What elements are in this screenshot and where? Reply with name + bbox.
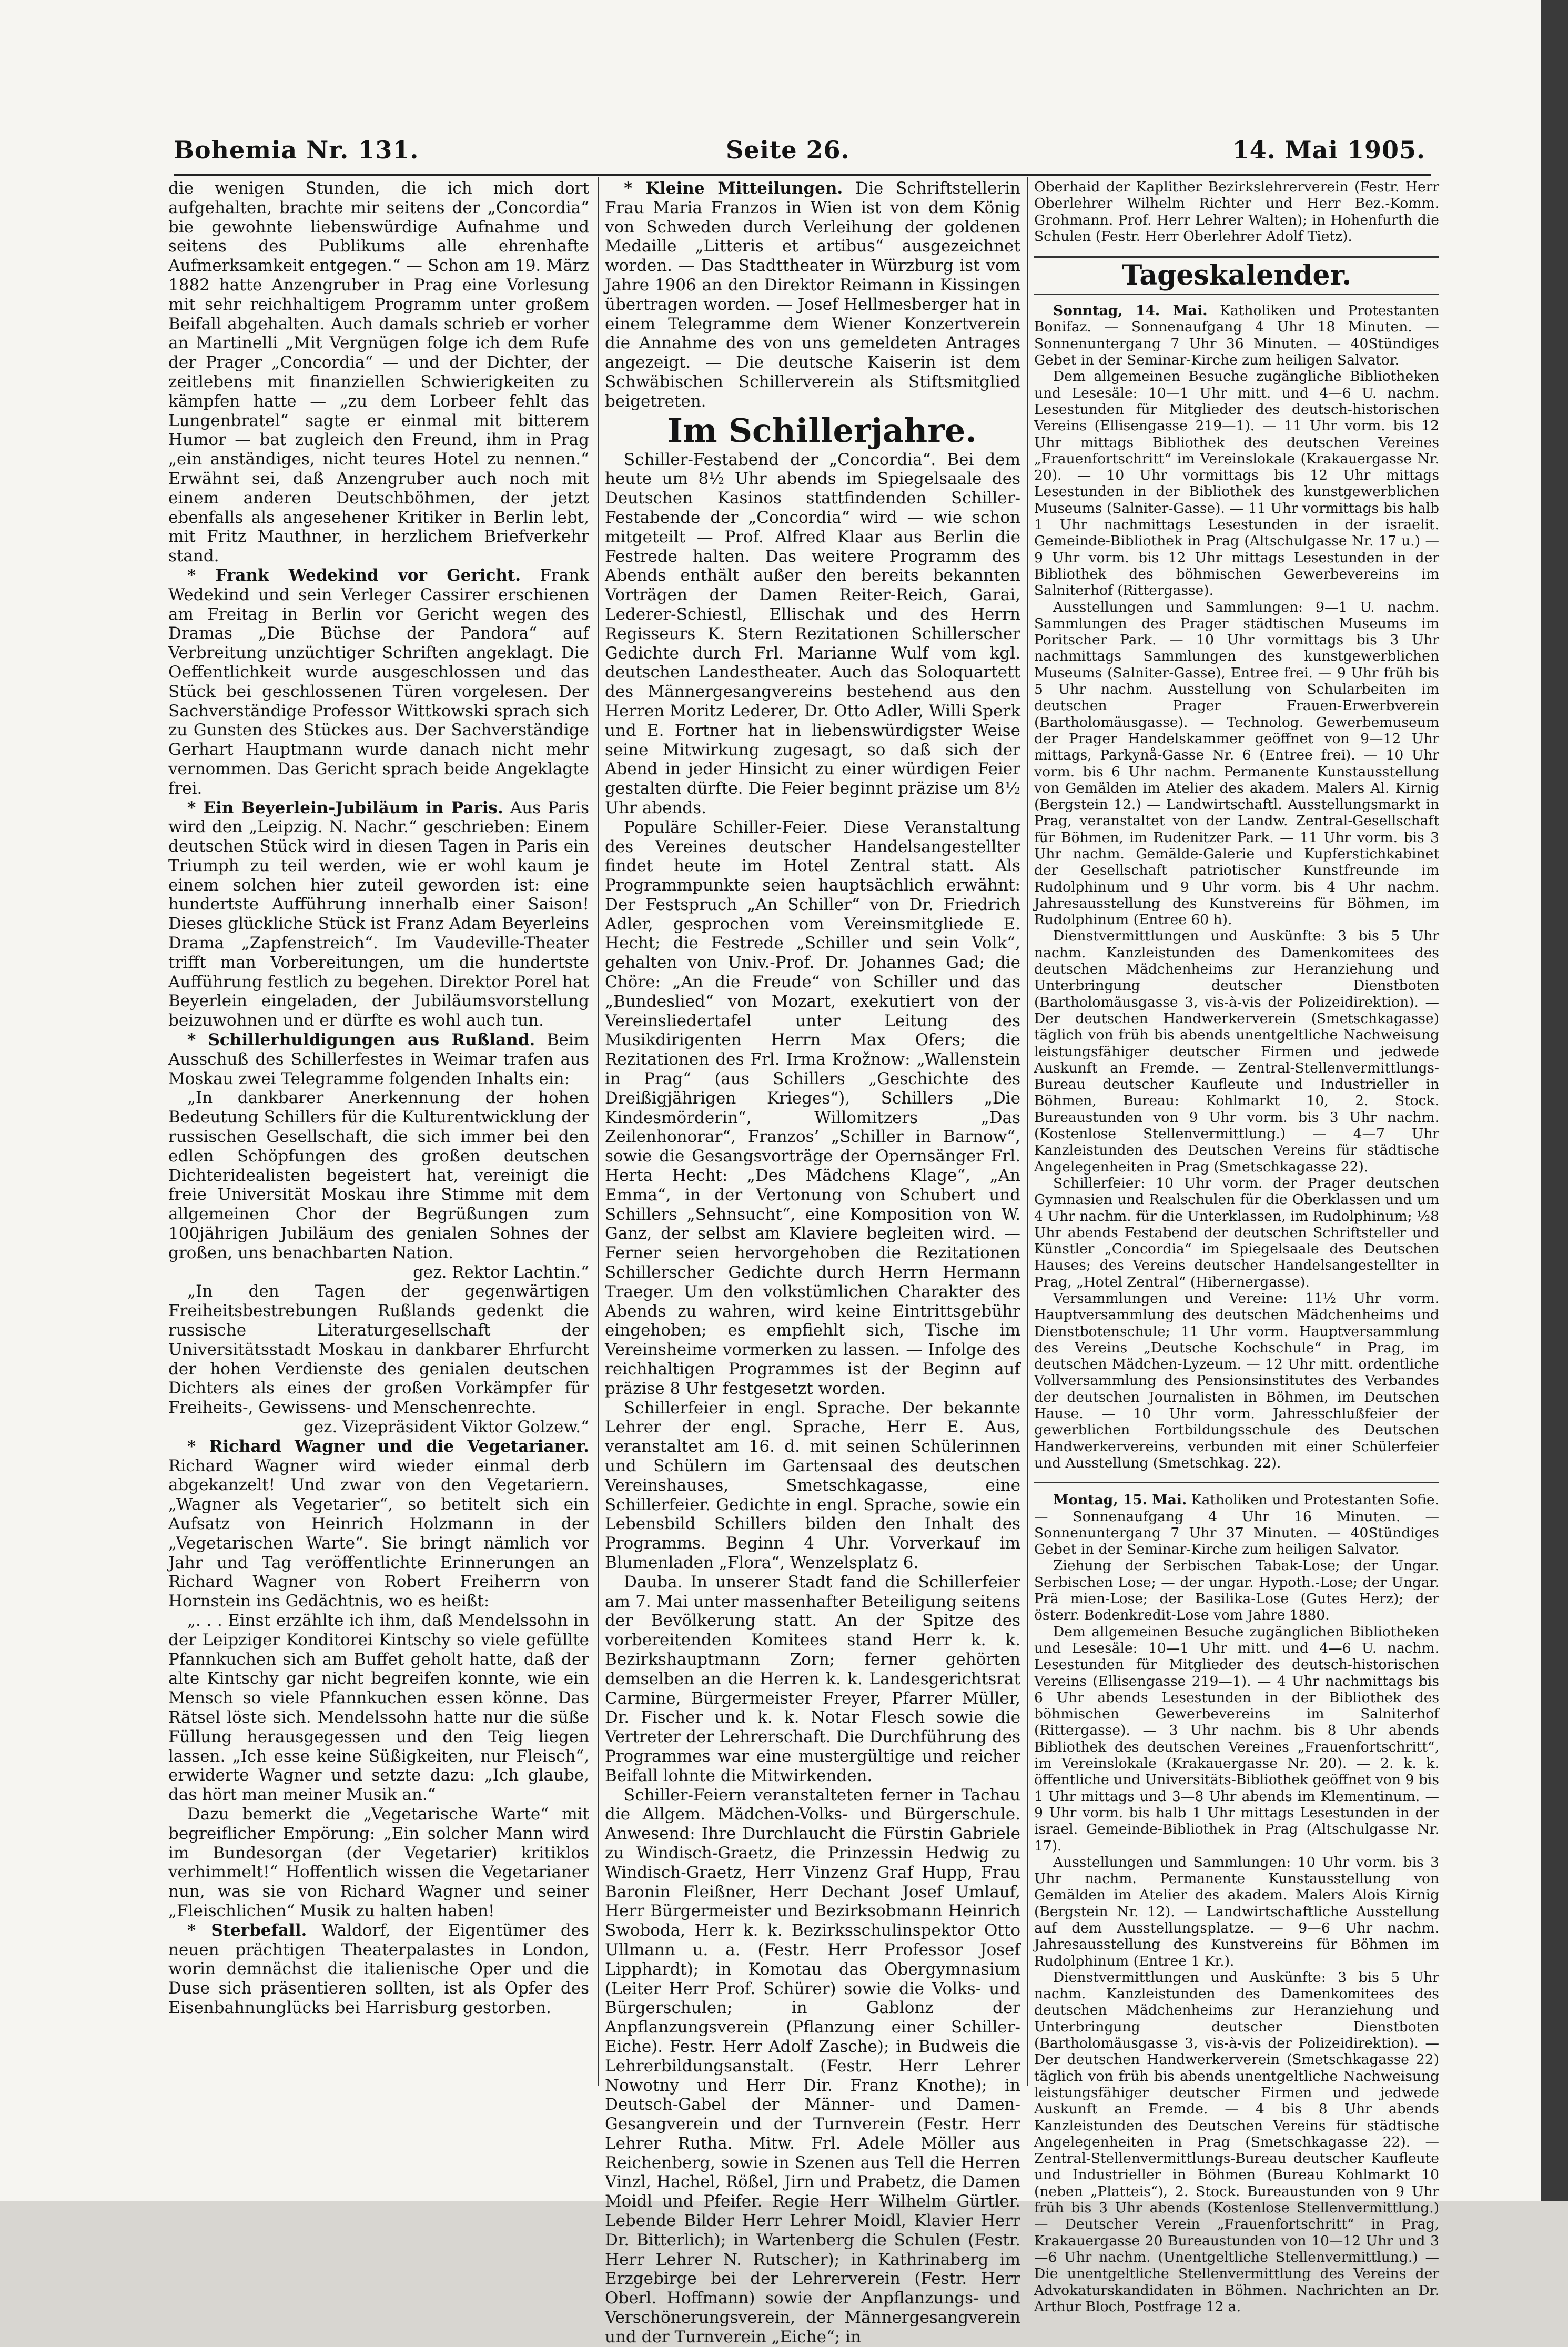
text-ziehung: Ziehung der Serbischen Tabak-Lose; der Ungar. Serbischen Lose; — der ungar. Hypoth.-Lose; der Ungar. Prä mien-Lose; der Basilika-Lose (Gutes Herz); der österr. Bodenkredit-Lose vom Jahre 1880. [1034, 1557, 1439, 1624]
text-populaere-schillerfeier: Populäre Schiller-Feier. Diese Veranstaltung des Vereines deutscher Handelsangestellter findet heute im Hotel Zentral statt. Als Programmpunkte seien hauptsächlich erwähnt: Der Festspruch „An Schiller“ von Dr. Friedrich Adler, gesprochen vom Vereinsmitgliede E. Hecht; die Festrede „Schiller und sein Volk“, gehalten von Univ.-Prof. Dr. Johannes Gad; die Chöre: „An die Freude“ von Schiller und das „Bundeslied“ von Mozart, exekutiert von der Vereinsliedertafel unter Leitung des Musikdirigenten Herrn Max Ofers; die Rezitationen des Frl. Irma Krožnow: „Wallenstein in Prag“ (aus Schillers „Geschichte des Dreißigjährigen Krieges“), Schillers „Die Kindesmörderin“, Willomitzers „Das Zeilenhonorar“, Franzos’ „Schiller in Barnow“, sowie die Gesangsvorträge der Opernsänger Frl. Herta Hecht: „Des Mädchens Klage“, „An Emma“, in der Vertonung von Schubert und Schillers „Sehnsucht“, eine Komposition von W. Ganz, der selbst am Klaviere begleiten wird. — Ferner seien hervorgehoben die Rezitationen Schillerscher Gedichte durch Herrn Hermann Traeger. Um den volkstümlichen Charakter des Abends zu wahren, wird keine Eintrittsgebühr eingehoben; es empfiehlt sich, Tische im Vereinsheime vormerken zu lassen. — Infolge des reichhaltigen Programmes ist der Beginn auf präzise 8 Uhr festgesetzt worden. [605, 817, 1020, 1398]
page-header [174, 136, 1425, 178]
text-schiller-feiern: Schiller-Feiern veranstalteten ferner in Tachau die Allgem. Mädchen-Volks- und Bürgerschule. Anwesend: Ihre Durchlaucht die Fürstin Gabriele zu Windisch-Graetz, die Prinzessin Hedwig zu Windisch-Graetz, Herr Vinzenz Graf Hupp, Frau Baronin Fleißner, Herr Dechant Josef Umlauf, Herr Bürgermeister und Bezirksobmann Heinrich Swoboda, Herr k. k. Bezirksschulinspektor Otto Ullmann u. a. (Festr. Herr Professor Josef Lipphardt); in Komotau das Obergymnasium (Leiter Herr Prof. Schürer) sowie die Volks- und Bürgerschulen; in Gablonz der Anpflanzungsverein (Pflanzung einer Schiller-Eiche). Festr. Herr Adolf Zasche); in Budweis die Lehrerbildungsanstalt. (Festr. Herr Lehrer Nowotny und Herr Dir. Franz Knothe); in Deutsch-Gabel der Männer- und Damen-Gesangverein und der Turnverein (Festr. Herr Lehrer Rutha. Mitw. Frl. Adele Möller aus Reichenberg, sowie in Szenen aus Tell die Herren Vinzl, Hachel, Rößel, Jirn und Prabetz, die Damen Moidl und Pfeifer. Regie Herr Wilhelm Gürtler. Lebende Bilder Herr Lehrer Moidl, Klavier Herr Dr. Bitterlich); in Wartenberg die Schulen (Festr. Herr Lehrer N. Rutscher); in Kathrinaberg im Erzgebirge bei der Lehrerverein (Festr. Herr Oberl. Hoffmann) sowie der Anpflanzungs- und Verschönerungsverein, der Männergesangverein und der Turnverein „Eiche“; in [605, 1785, 1020, 2346]
text-dienstvermittlungen-sonntag: Dienstvermittlungen und Auskünfte: 3 bis 5 Uhr nachm. Kanzleistunden des Damenkomitees des deutschen Mädchenheims zur Heranziehung und Unterbringung deutscher Dienstboten (Bartholomäusgasse 3, vis-à-vis der Polizeidirektion). — Der deutschen Handwerkerverein (Smetschkagasse) täglich von früh bis abends unentgeltliche Nachweisung leistungsfähiger deutscher Firmen und jedwede Auskunft an Fremde. — Zentral-Stellenvermittlungs-Bureau deutscher Kaufleute und Industrieller in Böhmen, Bureau: Kohlmarkt 10, 2. Stock. Bureaustunden von 9 Uhr vorm. bis 3 Uhr nachm. (Kostenlose Stellenvermittlung.) — 4—7 Uhr Kanzleistunden des Deutschen Vereins für städtische Angelegenheiten in Prag (Smetschkagasse 22). [1034, 928, 1439, 1175]
quote-literaturgesellschaft: „In den Tagen der gegenwärtigen Freiheitsbestrebungen Rußlands gedenkt die russische Literaturgesellschaft der Universitätsstadt Moskau in dankbarer Ehrfurcht der hohen Verdienste des genialen deutschen Dichters als eines der großen Vorkämpfer für Freiheits-, Gewissens- und Menschenrechte. [168, 1282, 589, 1418]
text-dienstvermittlungen-montag: Dienstvermittlungen und Auskünfte: 3 bis 5 Uhr nachm. Kanzleistunden des Damenkomitees des deutschen Mädchenheims zur Heranziehung und Unterbringung deutscher Dienstboten (Bartholomäusgasse 3, vis-à-vis der Polizeidirektion). — Der deutschen Handwerkerverein (Smetschkagasse 22) täglich von früh bis abends unentgeltliche Nachweisung leistungsfähiger deutscher Firmen und jedwede Auskunft an Fremde. — 4 bis 8 Uhr abends Kanzleistunden des Deutschen Vereins für städtische Angelegenheiten in Prag (Smetschkagasse 22). — Zentral-Stellenvermittlungs-Bureau deutscher Kaufleute und Industrieller in Böhmen (Bureau Kohlmarkt 10 (neben „Platteis“), 2. Stock. Bureaustunden von 9 Uhr früh bis 3 Uhr abends (Kostenlose Stellenvermittlung.) — Deutscher Verein „Frauenfortschritt“ in Prag, Krakauergasse 20 Bureaustunden von 10—12 Uhr und 3—6 Uhr nachm. (Unentgeltliche Stellenvermittlung.) — Die unentgeltliche Stellenvermittlung des Vereins der Advokaturskandidaten in Böhmen. Nachrichten an Dr. Arthur Bloch, Postfrage 12 a. [1034, 1969, 1439, 2315]
heading-wagner: * Richard Wagner und die Vegetarianer. [187, 1436, 589, 1456]
header-publication: Bohemia Nr. 131. [174, 136, 419, 164]
text-montag: Katholiken und Protestanten Sofie. — Sonnenaufgang 4 Uhr 16 Minuten. — Sonnenuntergang 7 Uhr 37 Minuten. — 40Stündiges Gebet in der Seminar-Kirche zum heiligen Salvator. [1034, 1492, 1439, 1558]
text-schillerfeier-englisch: Schillerfeier in engl. Sprache. Der bekannte Lehrer der engl. Sprache, Herr E. Aus, veranstaltet am 16. d. mit seinen Schülerinnen und Schülern im Gartensaal des deutschen Vereinshauses, Smetschkagasse, eine Schillerfeier. Gedichte in engl. Sprache, sowie ein Lebensbild Schillers bilden den Inhalt des Programms. Beginn 4 Uhr. Vorverkauf im Blumenladen „Flora“, Wenzelsplatz 6. [605, 1398, 1020, 1572]
heading-wedekind: * Frank Wedekind vor Gericht. [187, 565, 521, 585]
text-sonntag: Katholiken und Protestanten Bonifaz. — Sonnenaufgang 4 Uhr 18 Minuten. — Sonnenuntergang 7 Uhr 36 Minuten. — 40Stündiges Gebet in der Seminar-Kirche zum heiligen Salvator. [1034, 302, 1439, 369]
heading-montag: Montag, 15. Mai. [1053, 1492, 1187, 1509]
column-1 [168, 179, 589, 2083]
text-sterbefall: Waldorf, der Eigentümer des neuen prächtigen Theaterpalastes in London, worin demnächst die italienische Oper und die Duse sich präsentieren sollten, ist als Opfer des Eisenbahnunglücks bei Harrisburg gestorben. [168, 1920, 589, 2017]
calendar-separator [1034, 1482, 1439, 1483]
signature-lachtin: gez. Rektor Lachtin.“ [413, 1262, 589, 1282]
text-oberhaid: Oberhaid der Kaplither Bezirkslehrerverein (Festr. Herr Oberlehrer Wilhelm Richter und Herr Bez.-Komm. Grohmann. Prof. Herr Lehrer Walten); in Hohenfurth die Schulen (Festr. Herr Oberlehrer Adolf Tietz). [1034, 179, 1439, 245]
text-bibliotheken-sonntag: Dem allgemeinen Besuche zugängliche Bibliotheken und Lesesäle: 10—1 Uhr mitt. und 4—6 U. nachm. Lesestunden für Mitglieder des deutsch-historischen Vereins (Ellisengasse 219—1). — 11 Uhr vorm. bis 12 Uhr mittags Bibliothek des deutschen Vereines „Frauenfortschritt“ im Vereinslokale (Krakauergasse Nr. 20). — 10 Uhr vormittags bis 12 Uhr mittags Lesestunden in der Bibliothek des kunstgewerblichen Museums (Salniter-Gasse). — 11 Uhr vormittags bis halb 1 Uhr nachmittags Lesestunden in der israelit. Gemeinde-Bibliothek in Prag (Altschulgasse Nr. 17 u.) — 9 Uhr vorm. bis 12 Uhr mittags Lesestunden in der Bibliothek des böhmischen Gewerbevereins im Salniterhof (Rittergasse). [1034, 368, 1439, 599]
text-schillerfeier-kalender: Schillerfeier: 10 Uhr vorm. der Prager deutschen Gymnasien und Realschulen für die Oberklassen und um 4 Uhr nachm. für die Unterklassen, im Rudolphinum; ½8 Uhr abends Festabend der deutschen Schriftsteller und Künstler „Concordia“ im Spiegelsaale des Deutschen Hauses; des Vereins deutscher Handelsangestellter in Prag, „Hotel Zentral“ (Hibernergasse). [1034, 1175, 1439, 1290]
text-ausstellungen-montag: Ausstellungen und Sammlungen: 10 Uhr vorm. bis 3 Uhr nachm. Permanente Kunstausstellung von Gemälden im Atelier des akadem. Malers Alois Kirnig (Bergstein Nr. 12). — Landwirtschaftliche Ausstellung auf dem Ausstellungsplatze. — 9—6 Uhr nachm. Jahresausstellung des Kunstvereins für Böhmen im Rudolphinum (Entree 1 Kr.). [1034, 1854, 1439, 1969]
text-wagner: Richard Wagner wird wieder einmal derb abgekanzelt! Und zwar von den Vegetariern. „Wagner als Vegetarier“, so betitelt sich ein Aufsatz von Heinrich Holzmann in der „Vegetarischen Warte“. Sie bringt nämlich vor Jahr und Tag veröffentlichte Erinnerungen an Richard Wagner von Robert Freiherrn von Hornstein ins Gedächtnis, wo es heißt: [168, 1456, 589, 1611]
column-3 [1034, 179, 1439, 2315]
header-date: 14. Mai 1905. [1232, 136, 1425, 164]
text-wedekind: Frank Wedekind und sein Verleger Cassirer erschienen am Freitag in Berlin vor Gericht wegen des Dramas „Die Büchse der Pandora“ auf Verbreitung unzüchtiger Schriften angeklagt. Die Oeffentlichkeit wurde ausgeschlossen und das Stück bei geschlossenen Türen vorgelesen. Der Sachverständige Professor Wittkowski sprach sich zu Gunsten des Stückes aus. Der Sachverständige Gerhart Hauptmann wurde danach nicht mehr vernommen. Das Gericht sprach beide Angeklagte frei. [168, 565, 590, 798]
text-versammlungen: Versammlungen und Vereine: 11½ Uhr vorm. Hauptversammlung des deutschen Mädchenheims und Dienstbotenschule; 11 Uhr vorm. Hauptversammlung des Vereins „Deutsche Kochschule“ in Prag, im deutschen Mädchen-Lyzeum. — 12 Uhr mitt. ordentliche Vollversammlung des Pensionsinstitutes des Verbandes der deutschen Journalisten in Böhmen, im Deutschen Hause. — 10 Uhr vorm. Jahresschlußfeier der gewerblichen Fortbildungsschule des Deutschen Handwerkervereins, verbunden mit einer Schülerfeier und Ausstellung (Smetschkag. 22). [1034, 1290, 1439, 1471]
column-2 [605, 179, 1020, 2346]
text-beyerlein: Aus Paris wird den „Leipzig. N. Nachr.“ geschrieben: Einem deutschen Stück wird in diesen Tagen in Paris ein Triumph zu teil werden, wie er wohl kaum je einem solchen hier zuteil geworden ist: eine hundertste Aufführung innerhalb einer Saison! Dieses glückliche Stück ist Franz Adam Beyerleins Drama „Zapfenstreich“. Im Vaudeville-Theater trifft man Vorbereitungen, um die hundertste Aufführung festlich zu begehen. Direktor Porel hat Beyerlein eingeladen, der Jubiläumsvorstellung beizuwohnen und er dürfte es wohl auch tun. [168, 798, 589, 1030]
article-continuation: die wenigen Stunden, die ich mich dort aufgehalten, brachte mir seitens der „Concordia“ bie gewohnte liebenswürdige Aufnahme und seitens des Publikums alle ehrenhafte Aufmerksamkeit entgegen.“ — Schon am 19. März 1882 hatte Anzengruber in Prag eine Vorlesung mit sehr reichhaltigem Programm unter großem Beifall abgehalten. Auch damals schrieb er vorher an Martinelli „Mit Vergnügen folge ich dem Rufe der Prager „Concordia“ — und der Dichter, der zeitlebens mit finanziellen Schwierigkeiten zu kämpfen hatte — „zu dem Lorbeer fehlt das Lungenbratel“ sagte er einmal mit bitterem Humor — bat zugleich den Freund, ihm in Prag „ein anständiges, nicht teures Hotel zu nennen.“ Erwähnt sei, daß Anzengruber auch noch mit einem anderen Deutschböhmen, der jetzt ebenfalls als angesehener Kritiker in Berlin lebt, mit Fritz Mauthner, in herzlichem Briefverkehr stand. [168, 179, 589, 566]
heading-kleine-mitteilungen: * Kleine Mitteilungen. [624, 179, 843, 198]
column-divider-2 [1027, 177, 1028, 2086]
heading-sonntag: Sonntag, 14. Mai. [1053, 302, 1208, 319]
scan-edge [1541, 0, 1568, 2201]
header-rule [174, 174, 1431, 176]
text-concordia-festabend: Schiller-Festabend der „Concordia“. Bei dem heute um 8½ Uhr abends im Spiegelsaale des Deutschen Kasinos stattfindenden Schiller-Festabende der „Concordia“ wird — wie schon mitgeteilt — Prof. Alfred Klaar aus Berlin die Festrede halten. Das weitere Programm des Abends enthält außer den bereits bekannten Vorträgen der Damen Reiter-Reich, Garai, Lederer-Schiestl, Ellischak und des Herrn Regisseurs K. Stern Rezitationen Schillerscher Gedichte durch Frl. Marianne Wulf vom kgl. deutschen Landestheater. Auch das Soloquartett des Männergesangvereins bestehend aus den Herren Moritz Lederer, Dr. Otto Adler, Willi Sperk und E. Fortner hat in liebenswürdigster Weise seine Mitwirkung zugesagt, so daß sich der Abend in jeder Hinsicht zu einer würdigen Feier gestalten dürfte. Die Feier beginnt präzise um 8½ Uhr abends. [605, 450, 1020, 817]
text-russland: Beim Ausschuß des Schillerfestes in Weimar trafen aus Moskau zwei Telegramme folgenden Inhalts ein: [168, 1030, 589, 1088]
header-page-number: Seite 26. [726, 136, 850, 164]
text-dauba: Dauba. In unserer Stadt fand die Schillerfeier am 7. Mai unter massenhafter Beteiligung seitens der Bevölkerung statt. An der Spitze des vorbereitenden Komitees stand Herr k. k. Bezirkshauptmann Zorn; ferner gehörten demselben an die Herren k. k. Landesgerichtsrat Carmine, Bürgermeister Freyer, Pfarrer Müller, Dr. Fischer und k. k. Notar Flesch sowie die Vertreter der Lehrerschaft. Die Durchführung des Programmes war eine mustergültige und reicher Beifall lohnte die Mitwirkenden. [605, 1572, 1020, 1785]
section-title-tageskalender: Tageskalender. [1034, 256, 1439, 295]
text-kleine-mitteilungen: Die Schriftstellerin Frau Maria Franzos in Wien ist von dem König von Schweden durch Verleihung der goldenen Medaille „Litteris et artibus“ ausgezeichnet worden. — Das Stadttheater in Würzburg ist vom Jahre 1906 an den Direktor Reimann in Kissingen übertragen worden. — Josef Hellmesberger hat in einem Telegramme dem Wiener Konzertverein die Annahme des von uns gemeldeten Antrages angezeigt. — Die deutsche Kaiserin ist dem Schwäbischen Schillerverein als Stiftsmitglied beigetreten. [605, 179, 1020, 411]
text-bibliotheken-montag: Dem allgemeinen Besuche zugänglichen Bibliotheken und Lesesäle: 10—1 Uhr mitt. und 4—6 U. nachm. Lesestunden für Mitglieder des deutsch-historischen Vereins (Ellisengasse 219—1). — 4 Uhr nachmittags bis 6 Uhr abends Lesestunden in der Bibliothek des böhmischen Gewerbevereins im Salniterhof (Rittergasse). — 3 Uhr nachm. bis 8 Uhr abends Bibliothek des deutschen Vereines „Frauenfortschritt“, im Vereinslokale (Krakauergasse Nr. 20). — 2. k. k. öffentliche und Universitäts-Bibliothek geöffnet von 9 bis 1 Uhr mittags und 3—8 Uhr abends im Klementinum. — 9 Uhr vorm. bis halb 1 Uhr mittags Lesestunden in der israel. Gemeinde-Bibliothek in Prag (Altschulgasse Nr. 17). [1034, 1623, 1439, 1854]
quote-moskau-universitaet: „In dankbarer Anerkennung der hohen Bedeutung Schillers für die Kulturentwicklung der russischen Gesellschaft, die sich immer bei den edlen Schöpfungen des großen deutschen Dichteridealisten begeistert hat, vereinigt die freie Universität Moskau ihre Stimme mit dem allgemeinen Chor der Begrüßungen zum 100jährigen Jubiläum des genialen Sohnes der großen, uns benachbarten Nation. [168, 1088, 589, 1262]
text-ausstellungen-sonntag: Ausstellungen und Sammlungen: 9—1 U. nachm. Sammlungen des Prager städtischen Museums im Poritscher Park. — 10 Uhr vormittags bis 3 Uhr nachmittags Sammlungen des kunstgewerblichen Museums (Salniter-Gasse), Entree frei. — 9 Uhr früh bis 5 Uhr nachm. Ausstellung von Schularbeiten im deutschen Prager Frauen-Erwerbverein (Bartholomäusgasse). — Technolog. Gewerbemuseum der Prager Handelskammer geöffnet von 9—12 Uhr mittags, Parkynå-Gasse Nr. 6 (Entree frei). — 10 Uhr vorm. bis 6 Uhr nachm. Permanente Kunstausstellung von Gemälden im Atelier des akadem. Malers Al. Kirnig (Bergstein 12.) — Landwirtschaftl. Ausstellungsmarkt in Prag, veranstaltet von der Landw. Zentral-Gesellschaft für Böhmen, im Rudenitzer Park. — 11 Uhr vorm. bis 3 Uhr nachm. Gemälde-Galerie und Kupferstichkabinet der Gesellschaft patriotischer Kunstfreunde im Rudolphinum und 9 Uhr vorm. bis 4 Uhr nachm. Jahresausstellung des Kunstvereins für Böhmen, im Rudolphinum (Entree 60 h). [1034, 599, 1439, 928]
quote-wagner: „. . . Einst erzählte ich ihm, daß Mendelssohn in der Leipziger Konditorei Kintschy so viele gefüllte Pfannkuchen sich am Buffet geholt hatte, daß der alte Kintschy gar nicht begreifen konnte, wie ein Mensch so viele Pfannkuchen essen könne. Das Rätsel löste sich. Mendelssohn hatte nur die süße Füllung herausgegessen und den Teig liegen lassen. „Ich esse keine Süßigkeiten, nur Fleisch“, erwiderte Wagner und setzte dazu: „Ich glaube, das hört man meiner Musik an.“ [168, 1611, 589, 1805]
heading-beyerlein: * Ein Beyerlein-Jubiläum in Paris. [187, 798, 503, 817]
section-title-schillerjahre: Im Schillerjahre. [667, 411, 977, 450]
text-wagner-2: Dazu bemerkt die „Vegetarische Warte“ mit begreiflicher Empörung: „Ein solcher Mann wird im Bundesorgan (der Vegetarier) kritiklos verhimmelt!“ Hoffentlich wissen die Vegetarianer nun, was sie von Richard Wagner und seiner „Fleischlichen“ Musik zu halten haben! [168, 1804, 589, 1920]
column-divider-1 [598, 177, 599, 2086]
signature-golzew: gez. Vizepräsident Viktor Golzew.“ [303, 1418, 589, 1436]
heading-russland: * Schillerhuldigungen aus Rußland. [187, 1030, 535, 1050]
heading-sterbefall: * Sterbefall. [187, 1920, 307, 1940]
